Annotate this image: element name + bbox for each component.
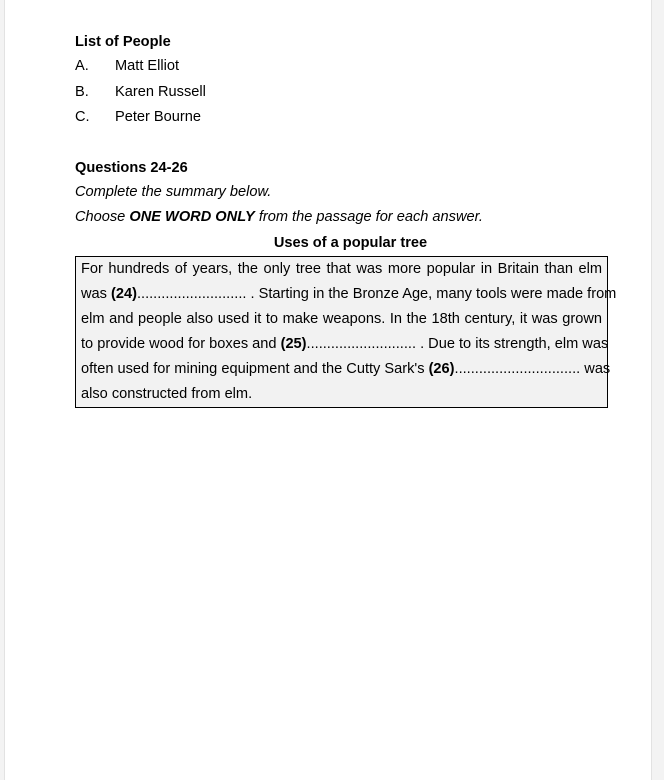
summary-line-6: also constructed from elm. xyxy=(81,385,253,402)
summary-box xyxy=(75,256,617,408)
person-name: Peter Bourne xyxy=(115,109,201,125)
summary-line-4 xyxy=(81,332,609,357)
document-content xyxy=(75,30,617,408)
summary-line-2 xyxy=(81,282,617,307)
list-item xyxy=(75,54,610,80)
instruction-word-limit: ONE WORD ONLY xyxy=(129,208,255,225)
person-letter: A. xyxy=(75,58,89,74)
person-name: Matt Elliot xyxy=(115,58,180,74)
question-24-blank: ........................... xyxy=(136,285,247,302)
question-26-number: (26) xyxy=(428,360,455,377)
person-letter: C. xyxy=(75,109,90,125)
instruction-choose xyxy=(75,205,610,230)
question-24-number: (24) xyxy=(111,285,137,302)
people-heading: List of People xyxy=(75,34,171,50)
questions-heading: Questions 24-26 xyxy=(75,159,188,176)
question-25-blank: ........................... xyxy=(306,335,417,352)
person-name: Karen Russell xyxy=(115,83,206,100)
summary-title: Uses of a popular tree xyxy=(273,234,428,251)
summary-line-3: elm and people also used it to make weapons. In the 18th century, it was grown xyxy=(81,310,602,327)
summary-line-2-pre: was xyxy=(81,285,112,302)
summary-line-4-pre: to provide wood for boxes and xyxy=(81,335,281,352)
question-26-blank: ............................... xyxy=(454,360,581,377)
summary-line-5-pre: often used for mining equipment and the Cutty Sark's xyxy=(81,360,429,377)
instruction-choose-post: from the passage for each answer. xyxy=(254,208,483,225)
list-item xyxy=(75,105,610,131)
instruction-complete: Complete the summary below. xyxy=(75,183,272,200)
document-page xyxy=(4,0,652,780)
list-item xyxy=(75,80,610,106)
summary-line-5 xyxy=(81,357,611,382)
instruction-choose-pre: Choose xyxy=(75,208,130,225)
summary-line-4-post: . Due to its strength, elm was xyxy=(416,335,609,352)
question-25-number: (25) xyxy=(280,335,307,352)
spacer xyxy=(75,131,610,156)
summary-line-1: For hundreds of years, the only tree that was more popular in Britain than elm xyxy=(81,260,602,277)
summary-line-2-post: . Starting in the Bronze Age, many tools were made from xyxy=(246,285,617,302)
person-letter: B. xyxy=(75,83,89,100)
summary-line-5-post: was xyxy=(580,360,611,377)
people-list xyxy=(75,54,610,131)
